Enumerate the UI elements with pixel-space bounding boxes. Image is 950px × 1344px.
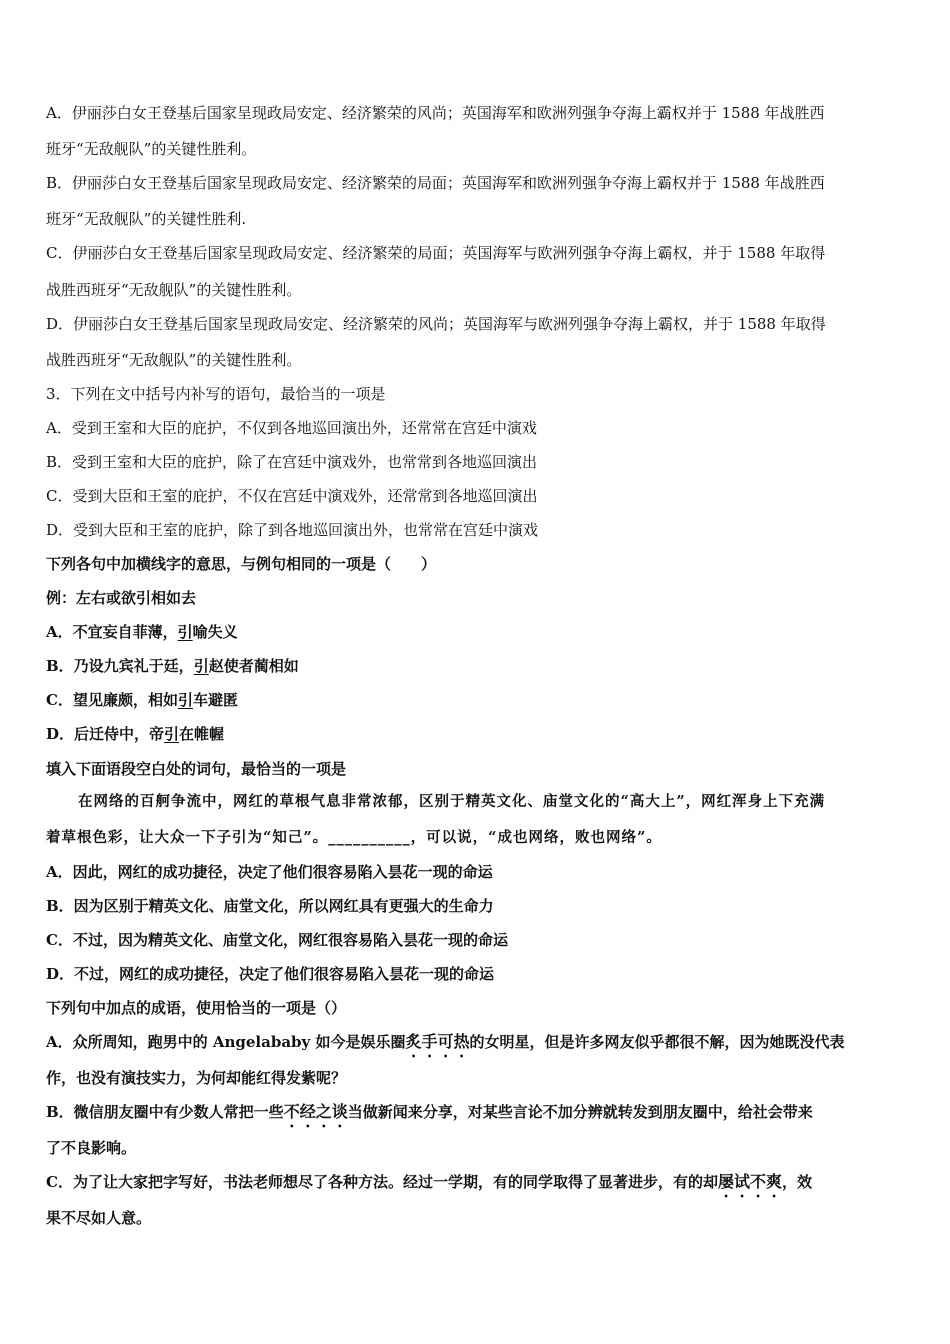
q6-option-c-pre: C．为了让大家把字写好，书法老师想尽了各种方法。经过一学期，有的同学取得了显著进步，有的却 (46, 1173, 718, 1191)
q6-option-b-idiom: 不经之谈 (283, 1102, 348, 1121)
q2-option-d-line2: 战胜西班牙“无敌舰队”的关键性胜利。 (46, 351, 302, 369)
q4-option-a-pre: A．不宜妄自菲薄， (46, 623, 178, 641)
q2-option-b-line1: B．伊丽莎白女王登基后国家呈现政局安定、经济繁荣的局面；英国海军和欧洲列强争夺海上霸权并于 1588 年战胜西 (46, 174, 825, 192)
q4-option-a-underlined: 引 (177, 623, 193, 641)
q3-option-b: B．受到王室和大臣的庇护，除了在宫廷中演戏外，也常常到各地巡回演出 (46, 453, 538, 471)
q4-option-d-underlined: 引 (164, 725, 180, 743)
q4-option-c (46, 690, 904, 710)
q6-option-b-line2: 了不良影响。 (46, 1139, 137, 1157)
q4-option-c-pre: C．望见廉颇，相如 (46, 691, 178, 709)
q6-option-a-post: 的女明星，但是许多网友似乎都很不解，因为她既没代表 (469, 1033, 845, 1051)
q2-option-d-line1: D．伊丽莎白女王登基后国家呈现政局安定、经济繁荣的风尚；英国海军与欧洲列强争夺海上霸权，并于 1588 年取得 (46, 315, 826, 333)
q6-option-a-line1 (46, 1032, 904, 1061)
q4-example: 例：左右或欲引相如去 (46, 589, 197, 607)
q4-option-b-underlined: 引 (193, 657, 209, 675)
q6-option-c-line2: 果不尽如人意。 (46, 1209, 152, 1227)
q5-blank: __________ (328, 829, 411, 846)
q4-option-d-pre: D．后迁侍中，帝 (46, 725, 165, 743)
q6-option-b-post: 当做新闻来分享，对某些言论不加分辨就转发到朋友圈中，给社会带来 (347, 1103, 813, 1121)
q5-passage-line2-post: ，可以说，“成也网络，败也网络”。 (410, 829, 662, 846)
q4-option-a (46, 622, 904, 642)
q6-option-b-pre: B．微信朋友圈中有少数人常把一些 (46, 1103, 284, 1121)
q4-option-c-underlined: 引 (177, 691, 193, 709)
q2-option-a-line1: A．伊丽莎白女王登基后国家呈现政局安定、经济繁荣的风尚；英国海军和欧洲列强争夺海上霸权并于 1588 年战胜西 (46, 104, 825, 122)
q4-stem: 下列各句中加横线字的意思，与例句相同的一项是（ ） (46, 555, 437, 573)
q3-stem: 3．下列在文中括号内补写的语句，最恰当的一项是 (46, 385, 386, 403)
q5-passage-line2 (46, 828, 904, 848)
q6-option-c-line1 (46, 1172, 904, 1201)
q2-option-c-line2: 战胜西班牙“无敌舰队”的关键性胜利。 (46, 281, 302, 299)
q3-option-d: D．受到大臣和王室的庇护，除了到各地巡回演出外，也常常在宫廷中演戏 (46, 521, 539, 539)
q3-option-a: A．受到王室和大臣的庇护，不仅到各地巡回演出外，还常常在宫廷中演戏 (46, 419, 537, 437)
q4-option-c-post: 车避匿 (192, 691, 238, 709)
q5-option-a: A．因此，网红的成功捷径，决定了他们很容易陷入昙花一现的命运 (46, 863, 493, 881)
q6-option-c-idiom: 屡试不爽 (717, 1172, 782, 1191)
q6-option-c-post: ，效 (781, 1173, 812, 1191)
q5-option-d: D．不过，网红的成功捷径，决定了他们很容易陷入昙花一现的命运 (46, 965, 495, 983)
q5-option-b: B．因为区别于精英文化、庙堂文化，所以网红具有更强大的生命力 (46, 897, 494, 915)
q2-option-c-line1: C．伊丽莎白女王登基后国家呈现政局安定、经济繁荣的局面；英国海军与欧洲列强争夺海上霸权，并于 1588 年取得 (46, 244, 826, 262)
q5-stem: 填入下面语段空白处的词句，最恰当的一项是 (46, 760, 347, 778)
q6-option-a-line2: 作，也没有演技实力，为何却能红得发紫呢？ (46, 1069, 347, 1087)
q4-option-b-post: 赵使者蔺相如 (208, 657, 299, 675)
q5-passage-line2-pre: 着草根色彩，让大众一下子引为“知己”。 (46, 829, 329, 846)
q2-option-b-line2: 班牙“无敌舰队”的关键性胜利. (46, 210, 247, 228)
q3-option-c: C．受到大臣和王室的庇护，不仅在宫廷中演戏外，还常常到各地巡回演出 (46, 487, 538, 505)
q6-stem: 下列句中加点的成语，使用恰当的一项是（） (46, 999, 347, 1017)
q4-option-a-post: 喻失义 (192, 623, 238, 641)
q6-option-a-idiom: 炙手可热 (405, 1032, 470, 1051)
q4-option-d-post: 在帷幄 (179, 725, 225, 743)
q5-passage-line1: 在网络的百舸争流中，网红的草根气息非常浓郁，区别于精英文化、庙堂文化的“高大上”，网红浑身上下充满 (78, 793, 826, 810)
q5-option-c: C．不过，因为精英文化、庙堂文化，网红很容易陷入昙花一现的命运 (46, 931, 508, 949)
q4-option-b-pre: B．乃设九宾礼于廷， (46, 657, 194, 675)
q6-option-b-line1 (46, 1102, 904, 1131)
q6-option-a-pre: A．众所周知，跑男中的 Angelababy 如今是娱乐圈 (46, 1033, 406, 1051)
q4-option-b (46, 656, 904, 676)
q4-option-d (46, 724, 904, 744)
q2-option-a-line2: 班牙“无敌舰队”的关键性胜利。 (46, 140, 257, 158)
